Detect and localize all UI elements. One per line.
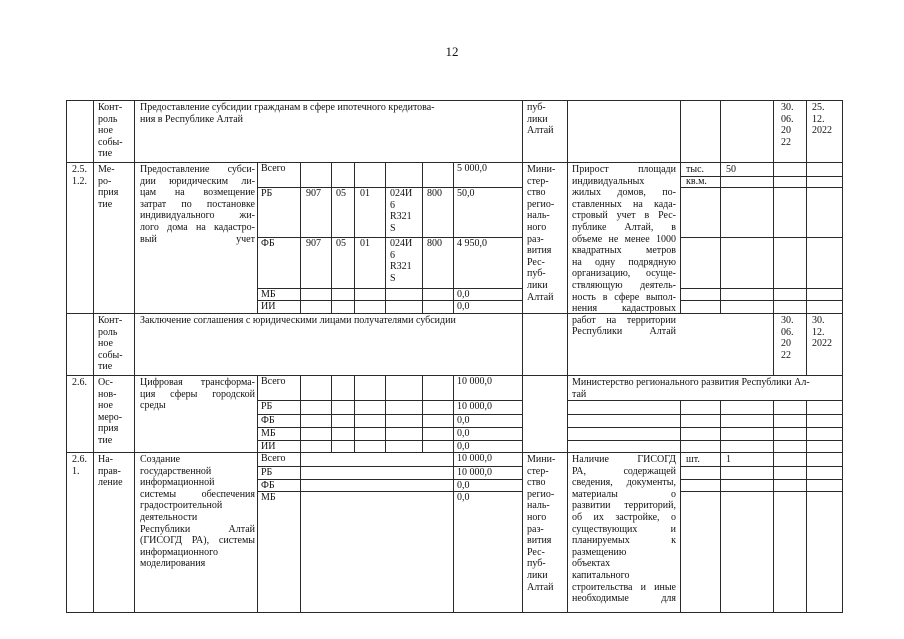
executor-cell: регио-	[527, 198, 555, 210]
grid-line	[806, 100, 807, 163]
grid-line	[680, 479, 843, 480]
executor-cell: тай	[572, 388, 587, 400]
grid-line	[680, 162, 681, 314]
grid-line	[680, 466, 843, 467]
indicator-text: работ на территории	[572, 314, 676, 326]
row-number: 2.5.	[72, 164, 87, 175]
grid-line	[680, 491, 843, 492]
indicator-value: 1	[726, 454, 731, 465]
indicator-text: публике Алтай, в	[572, 222, 676, 233]
event-kind-label: тие	[98, 361, 113, 373]
grid-line	[257, 375, 258, 613]
indicator-text: нения кадастровых	[572, 303, 676, 315]
grid-line	[257, 479, 523, 480]
event-name: Создание	[140, 454, 181, 465]
executor-cell: Алтай	[527, 581, 554, 593]
grid-line	[680, 237, 843, 238]
executor-cell: Алтай	[527, 125, 554, 137]
grid-line	[720, 100, 721, 163]
event-name: цам на возмещение	[140, 187, 255, 199]
event-name: моделирования	[140, 558, 206, 570]
subsection-code: 01	[360, 188, 370, 199]
funding-amount: 10 000,0	[457, 467, 492, 478]
grid-line	[257, 300, 523, 301]
grid-line	[354, 162, 355, 314]
grid-line	[806, 400, 807, 613]
grid-line	[385, 162, 386, 314]
executor-cell: наль-	[527, 210, 550, 222]
date-end: 12.	[812, 326, 825, 338]
indicator-text: ность в сфере выпол-	[572, 291, 676, 303]
indicator-unit: шт.	[686, 454, 700, 465]
event-name: Заключение соглашения с юридическими лицами получателями субсидии	[140, 315, 456, 326]
funding-amount: 4 950,0	[457, 238, 487, 249]
indicator-text: РА, содержащей	[572, 465, 676, 477]
funding-source: МБ	[261, 289, 276, 300]
date-start: 06.	[781, 113, 794, 125]
funding-source: МБ	[261, 492, 276, 503]
funding-source: РБ	[261, 188, 273, 199]
indicator-text: ствляющую деятель-	[572, 280, 676, 291]
date-end: 2022	[812, 338, 832, 350]
event-name: индивидуального жи-	[140, 210, 255, 222]
target-article-code: S	[390, 222, 396, 234]
event-kind-label: На-	[98, 454, 113, 465]
indicator-value: 50	[726, 164, 736, 175]
grid-line	[93, 100, 94, 613]
grid-line	[453, 375, 454, 613]
indicator-text: материалы о	[572, 488, 676, 500]
indicator-unit: кв.м.	[686, 175, 707, 187]
event-name: государственной	[140, 465, 212, 477]
event-name: затрат по постановке	[140, 198, 255, 210]
event-kind-label: прия	[98, 423, 119, 435]
event-kind-label: ное	[98, 338, 113, 350]
grid-line	[257, 414, 523, 415]
grid-line	[567, 440, 843, 441]
event-name: вый учет	[140, 233, 255, 245]
executor-cell: лики	[527, 280, 548, 291]
indicator-text: ставленных на када-	[572, 198, 676, 210]
date-end: 25.	[812, 102, 825, 113]
indicator-text: Наличие ГИСОГД	[572, 454, 676, 465]
indicator-text: Прирост площади	[572, 164, 676, 175]
date-start: 22	[781, 136, 791, 148]
grid-line	[257, 288, 523, 289]
event-kind-label: прия	[98, 187, 119, 199]
event-kind-label: ро-	[98, 175, 112, 187]
funding-source: Всего	[261, 163, 286, 174]
target-article-code: R321	[390, 211, 412, 223]
funding-amount: 0,0	[457, 301, 470, 312]
date-end: 12.	[812, 113, 825, 125]
subsection-code: 01	[360, 238, 370, 249]
grid-line	[567, 414, 843, 415]
grid-line	[134, 100, 135, 613]
event-name: Республики Алтай	[140, 523, 255, 535]
date-end: 2022	[812, 125, 832, 137]
grid-line	[806, 162, 807, 376]
date-start: 20	[781, 338, 791, 350]
funding-amount: 0,0	[457, 480, 470, 491]
funding-amount: 0,0	[457, 441, 470, 452]
date-start: 20	[781, 125, 791, 137]
indicator-text: капитального	[572, 570, 630, 581]
executor-cell: лики	[527, 113, 548, 125]
grid-line	[773, 100, 774, 163]
executor-cell: Рес-	[527, 256, 545, 268]
grbs-code: 907	[306, 238, 321, 249]
indicator-text: стровый учет в Рес-	[572, 210, 676, 222]
target-article-code: 6	[390, 199, 395, 211]
executor-cell: Алтай	[527, 291, 554, 303]
funding-source: ФБ	[261, 480, 275, 491]
grid-line	[257, 491, 523, 492]
indicator-text: организацию, осуще-	[572, 268, 676, 280]
event-name: лого дома на кадастро-	[140, 222, 255, 233]
event-kind-label: ление	[98, 477, 123, 489]
executor-cell: Рес-	[527, 546, 545, 558]
grid-line	[567, 400, 843, 401]
event-kind-label: тие	[98, 198, 113, 210]
grid-line	[66, 612, 843, 613]
grid-line	[680, 288, 843, 289]
funding-source: РБ	[261, 467, 273, 478]
grid-line	[300, 375, 301, 613]
date-start: 06.	[781, 326, 794, 338]
funding-source: ИИ	[261, 301, 276, 312]
event-kind-label: прав-	[98, 465, 121, 477]
target-article-code: 024И	[390, 238, 413, 249]
grid-line	[300, 162, 301, 314]
funding-amount: 0,0	[457, 492, 470, 503]
grid-line	[680, 100, 681, 163]
indicator-text: объектах	[572, 558, 611, 570]
date-start: 30.	[781, 315, 794, 326]
grid-line	[680, 300, 843, 301]
grid-line	[567, 162, 568, 613]
executor-cell: ство	[527, 187, 546, 199]
grid-line	[422, 162, 423, 314]
executor-cell: раз-	[527, 523, 544, 535]
executor-cell: вития	[527, 535, 552, 547]
funding-source: ИИ	[261, 441, 276, 452]
grid-line	[66, 100, 67, 613]
executor-cell: пуб-	[527, 268, 546, 280]
event-name: Цифровая трансформа-	[140, 377, 255, 388]
funding-amount: 50,0	[457, 188, 475, 199]
event-kind-label: Конт-	[98, 315, 123, 326]
grid-line	[66, 452, 843, 453]
executor-cell: вития	[527, 245, 552, 257]
event-name: ция сферы городской	[140, 388, 255, 400]
funding-source: ФБ	[261, 415, 275, 426]
executor-cell: ство	[527, 477, 546, 489]
event-kind-label: Ме-	[98, 164, 115, 175]
expense-type-code: 800	[427, 188, 442, 199]
grid-line	[720, 400, 721, 613]
grid-line	[680, 400, 681, 613]
funding-amount: 0,0	[457, 415, 470, 426]
funding-amount: 0,0	[457, 289, 470, 300]
grid-line	[257, 162, 258, 314]
grid-line	[522, 375, 523, 613]
event-name: среды	[140, 400, 166, 412]
row-number: 1.2.	[72, 175, 87, 187]
indicator-text: необходимые для	[572, 593, 676, 605]
event-kind-label: роль	[98, 326, 118, 338]
funding-amount: 10 000,0	[457, 453, 492, 464]
executor-cell: Мини-	[527, 164, 556, 175]
funding-amount: 10 000,0	[457, 401, 492, 412]
indicator-text: строительства и иные	[572, 581, 676, 593]
event-name: Предоставление субси-	[140, 164, 255, 175]
event-name: информационного	[140, 546, 218, 558]
event-name: дии юридическим ли-	[140, 175, 255, 187]
executor-cell: Мини-	[527, 454, 556, 465]
event-name: системы обеспечения	[140, 488, 255, 500]
executor-cell: ного	[527, 222, 547, 233]
grid-line	[453, 162, 454, 314]
indicator-text: планируемых к	[572, 535, 676, 547]
executor-cell: ного	[527, 512, 547, 523]
executor-cell: стер-	[527, 465, 549, 477]
event-name: ния в Республике Алтай	[140, 113, 244, 125]
event-kind-label: собы-	[98, 349, 123, 361]
indicator-text: квадратных метров	[572, 245, 676, 257]
executor-cell: раз-	[527, 233, 544, 245]
grbs-code: 907	[306, 188, 321, 199]
event-kind-label: тие	[98, 148, 113, 160]
target-article-code: 024И	[390, 188, 413, 199]
event-kind-label: ное	[98, 125, 113, 137]
funding-source: Всего	[261, 376, 286, 387]
target-article-code: R321	[390, 261, 412, 273]
indicator-text: существующих и	[572, 523, 676, 535]
indicator-text: об их застройке, о	[572, 512, 676, 523]
indicator-text: размещению	[572, 546, 627, 558]
section-code: 05	[336, 238, 346, 249]
indicator-unit: тыс.	[686, 164, 705, 175]
event-kind-label: Конт-	[98, 102, 123, 113]
date-start: 22	[781, 349, 791, 361]
funding-source: ФБ	[261, 238, 275, 249]
indicator-text: Республики Алтай	[572, 326, 676, 338]
indicator-text: развитии территорий,	[572, 500, 676, 512]
grid-line	[257, 427, 523, 428]
page-number: 12	[445, 44, 459, 59]
target-article-code: 6	[390, 249, 395, 261]
grid-line	[720, 162, 721, 314]
grid-line	[773, 400, 774, 613]
indicator-text: сведения, документы,	[572, 477, 676, 489]
grid-line	[66, 162, 843, 163]
event-kind-label: Ос-	[98, 377, 113, 388]
event-name: Предоставление субсидии гражданам в сфере ипотечного кредитова-	[140, 102, 435, 113]
funding-source: Всего	[261, 453, 286, 464]
funding-source: МБ	[261, 428, 276, 439]
date-start: 30.	[781, 102, 794, 113]
grid-line	[257, 440, 523, 441]
executor-cell: пуб-	[527, 558, 546, 570]
indicator-text: на одну подрядную	[572, 256, 676, 268]
event-kind-label: меро-	[98, 411, 123, 423]
executor-cell: Министерство регионального развития Республики Ал-	[572, 377, 810, 388]
section-code: 05	[336, 188, 346, 199]
indicator-text: объеме не менее 1000	[572, 233, 676, 245]
date-end: 30.	[812, 315, 825, 326]
event-name: деятельности	[140, 512, 198, 523]
grid-line	[567, 100, 568, 163]
event-name: (ГИСОГД РА), системы	[140, 535, 255, 547]
executor-cell: лики	[527, 570, 548, 581]
executor-cell: стер-	[527, 175, 549, 187]
grid-line	[66, 313, 843, 314]
event-name: информационной	[140, 477, 215, 489]
funding-source: РБ	[261, 401, 273, 412]
executor-cell: наль-	[527, 500, 550, 512]
event-name: градостроительной	[140, 500, 223, 512]
expense-type-code: 800	[427, 238, 442, 249]
event-kind-label: тие	[98, 435, 113, 446]
event-kind-label: нов-	[98, 388, 117, 400]
executor-cell: пуб-	[527, 102, 546, 113]
funding-amount: 0,0	[457, 428, 470, 439]
indicator-text: жилых домов, по-	[572, 187, 676, 199]
grid-line	[522, 100, 523, 163]
funding-amount: 5 000,0	[457, 163, 487, 174]
funding-amount: 10 000,0	[457, 376, 492, 387]
grid-line	[66, 100, 843, 101]
event-kind-label: роль	[98, 113, 118, 125]
event-kind-label: собы-	[98, 136, 123, 148]
row-number: 2.6.	[72, 377, 87, 388]
grid-line	[331, 162, 332, 314]
executor-cell: регио-	[527, 488, 555, 500]
grid-line	[773, 162, 774, 376]
row-number: 1.	[72, 465, 80, 477]
target-article-code: S	[390, 272, 396, 284]
event-kind-label: ное	[98, 400, 113, 412]
indicator-text: индивидуальных	[572, 175, 645, 187]
grid-line	[66, 375, 843, 376]
grid-line	[567, 427, 843, 428]
row-number: 2.6.	[72, 454, 87, 465]
